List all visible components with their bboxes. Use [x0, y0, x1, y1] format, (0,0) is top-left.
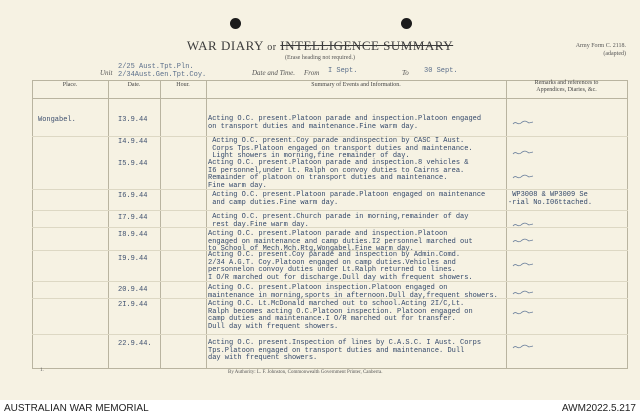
row-date: I9.9.44 [118, 255, 148, 263]
form-reference-line2: (adapted) [603, 51, 626, 57]
from-value: I Sept. [328, 67, 358, 75]
row-date: 2I.9.44 [118, 301, 148, 309]
initials-mark [512, 310, 534, 316]
page-title [0, 38, 640, 54]
row-date: I4.9.44 [118, 138, 148, 146]
row-date: 22.9.44. [118, 340, 152, 348]
column-header-remarks [506, 80, 627, 94]
initials-mark [512, 238, 534, 244]
row-summary: Acting O.C. present.Platoon inspection.Platoon engaged on maintenance in morning,sports in afternoon.Dull day,frequent showers. [208, 284, 498, 300]
table-bottom-rule [32, 368, 628, 369]
row-date: I6.9.44 [118, 192, 148, 200]
title-or: or [267, 42, 277, 53]
punch-hole-left [230, 18, 241, 29]
row-summary: Acting O.C. present.Coy parade and inspection by Admin.Comd. 2/34 A.G.T. Coy.Platoon engaged on camp duties.Vehicles and personnelon convoy duties under Lt.Ralph returned to lines. I O/R marched out for discharge.Dull day with frequent showers. [208, 251, 473, 282]
row-summary: Acting O.C. Lt.McDonald marched out to school.Acting 2I/C,Lt. Ralph becomes acting O.C.Platoon inspection. Platoon engaged on camp duties and maintenance.I O/R marched out for transfer. Dull day with frequent showers. [208, 300, 473, 331]
column-header-date: Date. [127, 82, 141, 88]
printer-imprint: By Authority: L. F. Johnston, Commonwealth Government Printer, Canberra. [228, 370, 383, 375]
table-header-rule [32, 98, 628, 99]
archive-reference: AWM2022.5.217 [561, 403, 636, 414]
title-war-diary: WAR DIARY [186, 38, 264, 53]
initials-mark [512, 344, 534, 350]
column-rule [627, 80, 628, 368]
row-date: I5.9.44 [118, 160, 148, 168]
row-summary: Acting O.C. present.Church parade in morning,remainder of day rest day.Fine warm day. [212, 213, 469, 229]
to-label: To [402, 69, 409, 77]
row-rule [32, 334, 628, 335]
row-date: I8.9.44 [118, 231, 148, 239]
column-rule [160, 80, 161, 368]
column-rule [506, 80, 507, 368]
row-summary: Acting O.C. present.Inspection of lines by C.A.S.C. I Aust. Corps Tps.Platoon engaged on transport duties and maintenance. Dull day with frequent showers. [208, 339, 482, 363]
row-date: I3.9.44 [118, 116, 148, 124]
initials-mark [512, 174, 534, 180]
punch-hole-right [401, 18, 412, 29]
initials-mark [512, 290, 534, 296]
column-header-place: Place. [62, 82, 78, 88]
column-header-hour: Hour. [176, 82, 190, 88]
unit-label: Unit [100, 69, 113, 77]
initials-mark [512, 262, 534, 268]
initials-mark [512, 120, 534, 126]
column-rule [108, 80, 109, 368]
datetime-label: Date and Time. [252, 69, 295, 77]
unit-value-line2: 2/34Aust.Gen.Tpt.Coy. [118, 71, 207, 79]
row-summary: Acting O.C. present.Platoon parade and inspection.Platoon engaged on maintenance and camp duties.I2 personnel marched out to School of Mech.Mch.Rtg,Wongabel.Fine warm day. [208, 230, 473, 254]
title-subtitle: (Erase heading not required.) [285, 55, 355, 61]
form-reference [576, 42, 626, 58]
row-summary: Acting O.C. present.Coy parade andinspection by CASC I Aust. Corps Tps.Platoon engaged on transport duties and maintenance. Light showers in morning,fine remainder of day. [212, 137, 473, 161]
row-place: Wongabel. [38, 116, 76, 124]
column-rule [206, 80, 207, 368]
initials-mark [512, 222, 534, 228]
row-summary: Acting O.C. present.Platoon parade.Platoon engaged on maintenance and camp duties.Fine warm day. [212, 191, 486, 207]
initials-mark [512, 150, 534, 156]
from-label: From [304, 69, 320, 77]
archive-footer [0, 400, 640, 416]
row-remark: WP3008 & WP3009 Se -rial No.I06ttached. [508, 191, 593, 207]
column-rule [32, 80, 33, 368]
row-date: 20.9.44 [118, 286, 148, 294]
sheet-number: 1. [40, 368, 44, 373]
column-header-remarks-line1: Remarks and references to [534, 80, 599, 86]
row-summary: Acting O.C. present.Platoon parade and inspection.Platoon engaged on transport duties and maintenance.Fine warm day. [208, 115, 482, 131]
archive-name: AUSTRALIAN WAR MEMORIAL [4, 403, 149, 414]
column-header-summary: Summary of Events and Information. [311, 82, 401, 88]
form-reference-line1: Army Form C. 2118. [575, 43, 626, 49]
row-rule [32, 210, 628, 211]
column-header-remarks-line2: Appendices, Diaries, &c. [536, 87, 597, 93]
row-summary: Acting O.C. present.Platoon parade and inspection.8 vehicles & I6 personnel,under Lt. Ralph on convoy duties to Cairns area. Remainder of platoon on transport duties and maintenance. Fine warm day. [208, 159, 469, 190]
unit-value-line1: 2/25 Aust.Tpt.Pln. [118, 63, 194, 71]
row-date: I7.9.44 [118, 214, 148, 222]
to-value: 30 Sept. [424, 67, 458, 75]
title-intelligence-summary: INTELLIGENCE SUMMARY [280, 38, 454, 53]
